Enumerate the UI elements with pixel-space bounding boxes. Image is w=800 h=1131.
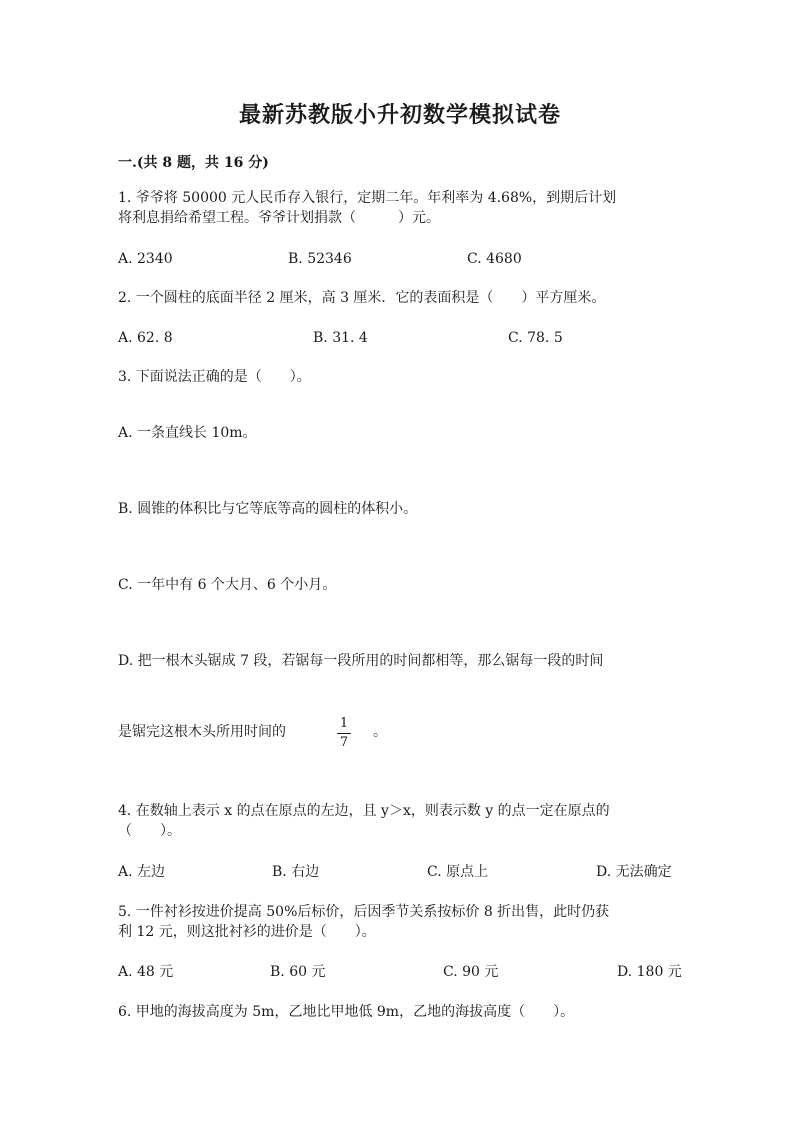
question-5-option-c: C. 90 元 (443, 964, 499, 980)
question-4-line-1: 4. 在数轴上表示 x 的点在原点的左边，且 y＞x，则表示数 y 的点一定在原点的 (118, 803, 610, 819)
question-4-option-a: A. 左边 (118, 864, 166, 880)
question-3-option-d: D. 把一根木头锯成 7 段，若锯每一段所用的时间都相等，那么锯每一段的时间 (118, 653, 604, 669)
question-4-line-2: （ ）。 (118, 823, 181, 839)
question-1-line-2: 将利息捐给希望工程。爷爷计划捐款（ ）元。 (118, 210, 440, 226)
question-6-line-1: 6. 甲地的海拔高度为 5m，乙地比甲地低 9m，乙地的海拔高度（ ）。 (118, 1004, 575, 1020)
question-5-option-a: A. 48 元 (118, 964, 174, 980)
question-3-option-d-continuation: 是锯完这根木头所用时间的 (118, 724, 286, 740)
question-2-option-b: B. 31. 4 (313, 330, 368, 346)
question-3-option-d-end: 。 (373, 724, 387, 740)
section-heading: 一.(共 8 题，共 16 分) (118, 155, 269, 171)
question-1-option-b: B. 52346 (288, 251, 352, 267)
question-1-line-1: 1. 爷爷将 50000 元人民币存入银行，定期二年。年利率为 4.68%，到期后计划 (118, 190, 617, 206)
question-1-option-c: C. 4680 (467, 251, 522, 267)
question-5-line-2: 利 12 元，则这批衬衫的进价是（ ）。 (118, 924, 376, 940)
question-4-option-d: D. 无法确定 (596, 864, 672, 880)
question-2-line-1: 2. 一个圆柱的底面半径 2 厘米，高 3 厘米．它的表面积是（ ）平方厘米。 (118, 290, 606, 306)
question-2-option-a: A. 62. 8 (118, 330, 173, 346)
fraction-numerator: 1 (339, 716, 349, 731)
question-5-line-1: 5. 一件衬衫按进价提高 50%后标价，后因季节关系按标价 8 折出售，此时仍获 (118, 904, 610, 920)
question-5-option-b: B. 60 元 (270, 964, 326, 980)
question-3-option-a: A. 一条直线长 10m。 (118, 425, 257, 441)
fraction-one-seventh (333, 716, 355, 751)
question-1-option-a: A. 2340 (118, 251, 173, 267)
question-2-option-c: C. 78. 5 (508, 330, 563, 346)
fraction-bar (337, 733, 351, 734)
fraction-denominator: 7 (339, 735, 349, 750)
question-4-option-c: C. 原点上 (427, 864, 489, 880)
question-3-option-b: B. 圆锥的体积比与它等底等高的圆柱的体积小。 (118, 501, 418, 517)
question-3-option-c: C. 一年中有 6 个大月、6 个小月。 (118, 577, 337, 593)
question-4-option-b: B. 右边 (272, 864, 320, 880)
question-5-option-d: D. 180 元 (617, 964, 682, 980)
question-3-line-1: 3. 下面说法正确的是（ ）。 (118, 369, 311, 385)
page-title: 最新苏教版小升初数学模拟试卷 (238, 102, 561, 128)
